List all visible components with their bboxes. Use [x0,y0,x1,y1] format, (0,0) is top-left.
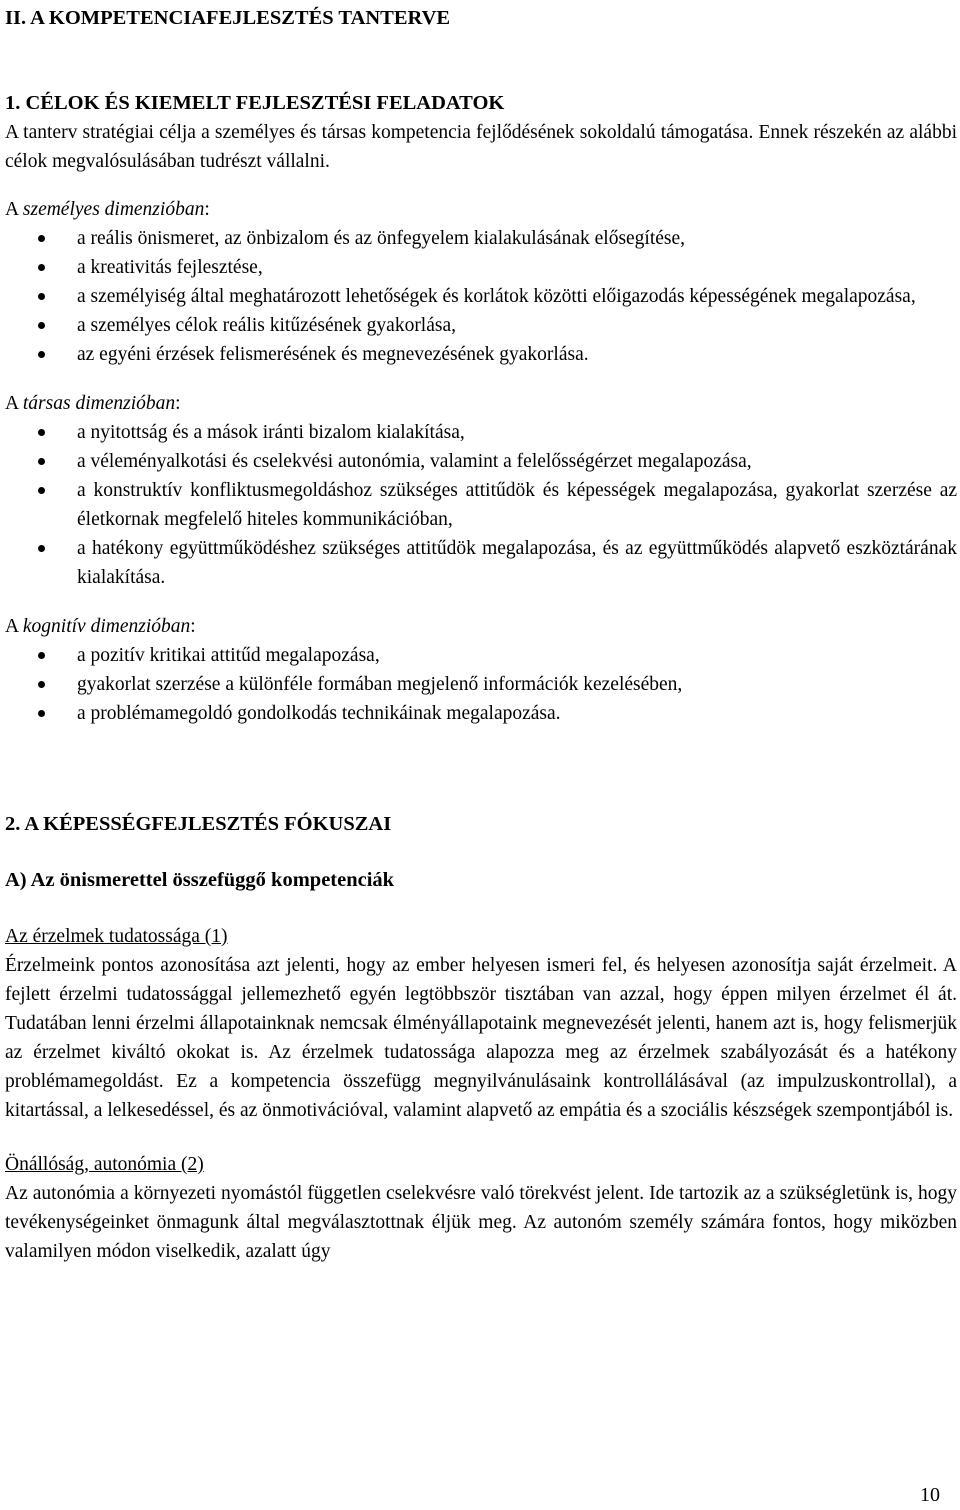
list-item: az egyéni érzések felismerésének és megnevezésének gyakorlása. [5,340,957,369]
dimension-personal-heading: A személyes dimenzióban: [5,199,210,220]
bullet-icon [38,710,45,717]
competency-1-text: Érzelmeink pontos azonosítása azt jelenti, hogy az ember helyesen ismeri fel, és helyesen azonosítja saját érzelmeit. A fejlett érzelmi tudatossággal jellemezhető egyén legtöbbször tisztában van azzal, hogy éppen milyen érzelmet él át. Tudatában lenni érzelmi állapotainknak nemcsak élményállapotaink megnevezését jelenti, hanem azt is, hogy felismerjük az érzelmet kiváltó okokat is. Az érzelmek tudatossága alapozza meg az érzelmek szabályozását és a hatékony problémamegoldást. Ez a kompetencia összefügg megnyilvánulásaink kontrollálásával (az impulzuskontrollal), a kitartással, a lelkesedéssel, és az önmotivációval, valamint alapvető az empátia és a szociális készségek szempontjából is. [5,955,957,1121]
list-item: a személyiség által meghatározott lehetőségek és korlátok közötti előigazodás képességének megalapozása, [5,282,957,311]
dimension-social-name: társas dimenzióban [22,393,176,414]
list-item: a kreativitás fejlesztése, [5,253,957,282]
competency-2-text: Az autonómia a környezeti nyomástól független cselekvésre való törekvést jelent. Ide tartozik az a szükségletünk is, hogy tevékenységeinket önmagunk által megválasztottnak éljük meg. Az autonóm személy számára fontos, hogy miközben valamilyen módon viselkedik, azalatt úgy [5,1183,957,1262]
list-item: a reális önismeret, az önbizalom és az önfegyelem kialakulásának elősegítése, [5,224,957,253]
list-item: a hatékony együttműködéshez szükséges attitűdök megalapozása, és az együttműködés alapvető eszköztárának kialakítása. [5,534,957,592]
dimension-cognitive-list [5,641,957,728]
dimension-social-list [5,418,957,592]
bullet-icon [38,458,45,465]
section-1-title: 1. CÉLOK ÉS KIEMELT FEJLESZTÉSI FELADATOK [5,92,505,114]
bullet-icon [38,351,45,358]
competency-1-title: Az érzelmek tudatossága (1) [5,926,228,947]
section-2-title: 2. A KÉPESSÉGFEJLESZTÉS FÓKUSZAI [5,813,392,835]
dimension-personal-name: személyes dimenzióban [22,199,205,220]
section-1-intro: A tanterv stratégiai célja a személyes és társas kompetencia fejlődésének sokoldalú támogatása. Ennek részekén az alábbi célok megvalósulásában tudrészt vállalni. [5,122,957,172]
list-item: a nyitottság és a mások iránti bizalom kialakítása, [5,418,957,447]
bullet-icon [38,681,45,688]
bullet-icon [38,487,45,494]
bullet-icon [38,429,45,436]
dimension-personal-list [5,224,957,369]
main-heading: II. A KOMPETENCIAFEJLESZTÉS TANTERVE [5,7,451,29]
dimension-cognitive-name: kognitív dimenzióban [22,616,191,637]
list-item: a konstruktív konfliktusmegoldáshoz szükséges attitűdök és képességek megalapozása, gyakorlat szerzése az életkornak megfelelő hiteles kommunikációban, [5,476,957,534]
bullet-icon [38,235,45,242]
competency-2-title: Önállóság, autonómia (2) [5,1154,204,1175]
dimension-social-heading: A társas dimenzióban: [5,393,181,414]
bullet-icon [38,652,45,659]
bullet-icon [38,322,45,329]
bullet-icon [38,545,45,552]
document-page [5,0,957,1266]
list-item: a pozitív kritikai attitűd megalapozása, [5,641,957,670]
bullet-icon [38,293,45,300]
dimension-cognitive-heading: A kognitív dimenzióban: [5,616,196,637]
list-item: gyakorlat szerzése a különféle formában megjelenő információk kezelésében, [5,670,957,699]
bullet-icon [38,264,45,271]
list-item: a problémamegoldó gondolkodás technikáinak megalapozása. [5,699,957,728]
list-item: a véleményalkotási és cselekvési autonómia, valamint a felelősségérzet megalapozása, [5,447,957,476]
section-2-subtitle: A) Az önismerettel összefüggő kompetenciák [5,869,395,891]
list-item: a személyes célok reális kitűzésének gyakorlása, [5,311,957,340]
page-number: 10 [920,1484,940,1506]
